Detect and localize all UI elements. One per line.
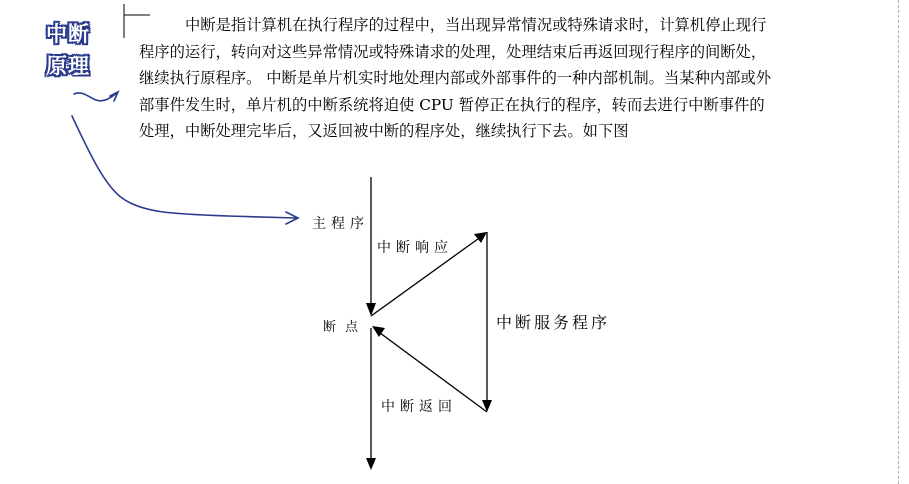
label-interrupt-return: 中断返回	[381, 399, 457, 415]
continue-arrowhead	[366, 458, 376, 470]
label-interrupt-response: 中断响应	[377, 240, 453, 256]
badge-title-line2: 原理	[46, 54, 90, 78]
handwritten-squiggle	[74, 92, 118, 101]
cursor-crosshair-icon	[124, 4, 150, 38]
response-arrowhead	[474, 232, 487, 243]
badge-title-line1: 中断	[46, 22, 90, 46]
label-main-program: 主程序	[312, 216, 369, 232]
label-breakpoint: 断点	[323, 320, 368, 335]
label-interrupt-service: 中断服务程序	[496, 313, 611, 332]
paragraph-sentence-2: 中断是单片机实时地处理内部或外部事件的一种内部机制。当某种内部或外部事件发生时，单片机的中断系统将迫使 CPU 暂停正在执行的程序，转而去进行中断事件的处理，中断处理完毕后，又返回被中断的程序处，继续执行下去。如下图	[139, 69, 772, 140]
handwritten-arrow	[72, 116, 298, 224]
paragraph-sentence-1: 中断是指计算机在执行程序的过程中，当出现异常情况或特殊请求时，计算机停止现行程序的运行，转向对这些异常情况或特殊请求的处理，处理结束后再返回现行程序的间断处，继续执行原程序。	[139, 16, 767, 87]
